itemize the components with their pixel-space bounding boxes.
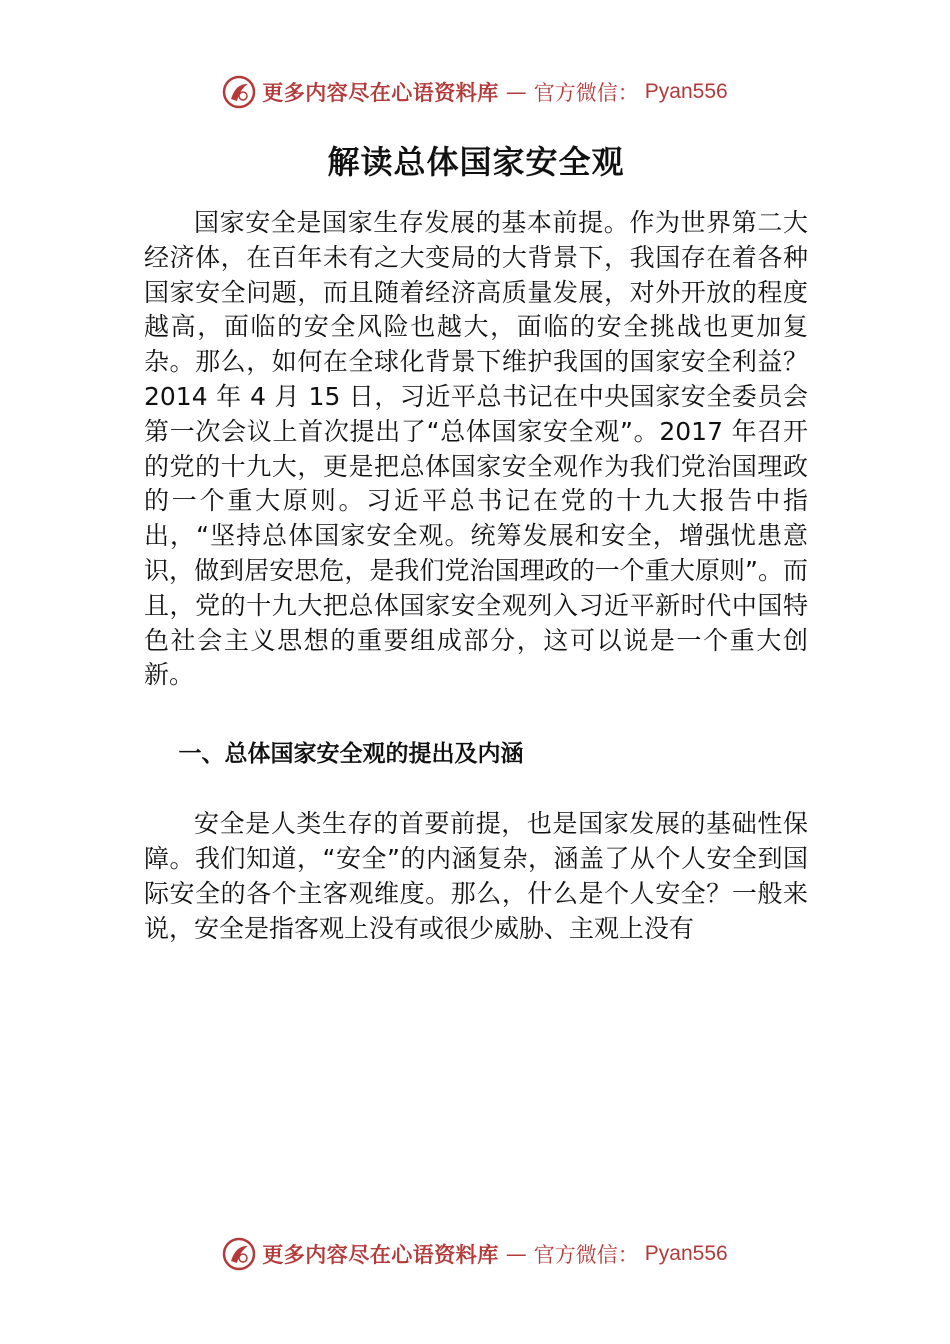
logo-icon (222, 75, 256, 109)
watermark-id: Pyan556 (644, 1242, 728, 1265)
logo-icon (222, 1237, 256, 1271)
watermark-text: 更多内容尽在心语资料库 (262, 1242, 499, 1267)
watermark-dash: — (505, 80, 527, 104)
watermark-footer (0, 1234, 950, 1274)
section-heading: 一、总体国家安全观的提出及内涵 (178, 741, 524, 768)
intro-paragraph: 国家安全是国家生存发展的基本前提。作为世界第二大经济体，在百年未有之大变局的大背景下，我国存在着各种国家安全问题，而且随着经济高质量发展，对外开放的程度越高，面临的安全风险也越大，面临的安全挑战也更加复杂。那么，如何在全球化背景下维护我国的国家安全利益？2014 年 4 月 15 日，习近平总书记在中央国家安全委员会第一次会议上首次提出了“总体国家安全观”。2017 年召开的党的十九大，更是把总体国家安全观作为我们党治国理政的一个重大原则。习近平总书记在党的十九大报告中指出，“坚持总体国家安全观。统筹发展和安全，增强忧患意识，做到居安思危，是我们党治国理政的一个重大原则”。而且，党的十九大把总体国家安全观列入习近平新时代中国特色社会主义思想的重要组成部分，这可以说是一个重大创新。 (144, 208, 808, 690)
watermark-text: 更多内容尽在心语资料库 (262, 80, 499, 105)
watermark-label: 官方微信： (533, 81, 639, 105)
watermark-label: 官方微信： (533, 1243, 639, 1267)
watermark-header (0, 72, 950, 112)
section-paragraph: 安全是人类生存的首要前提，也是国家发展的基础性保障。我们知道，“安全”的内涵复杂，涵盖了从个人安全到国际安全的各个主客观维度。那么，什么是个人安全？一般来说，安全是指客观上没有或很少威胁、主观上没有 (144, 809, 808, 943)
watermark-id: Pyan556 (644, 80, 728, 103)
document-title: 解读总体国家安全观 (327, 143, 625, 181)
watermark-dash: — (505, 1242, 527, 1266)
document-body (144, 138, 808, 946)
